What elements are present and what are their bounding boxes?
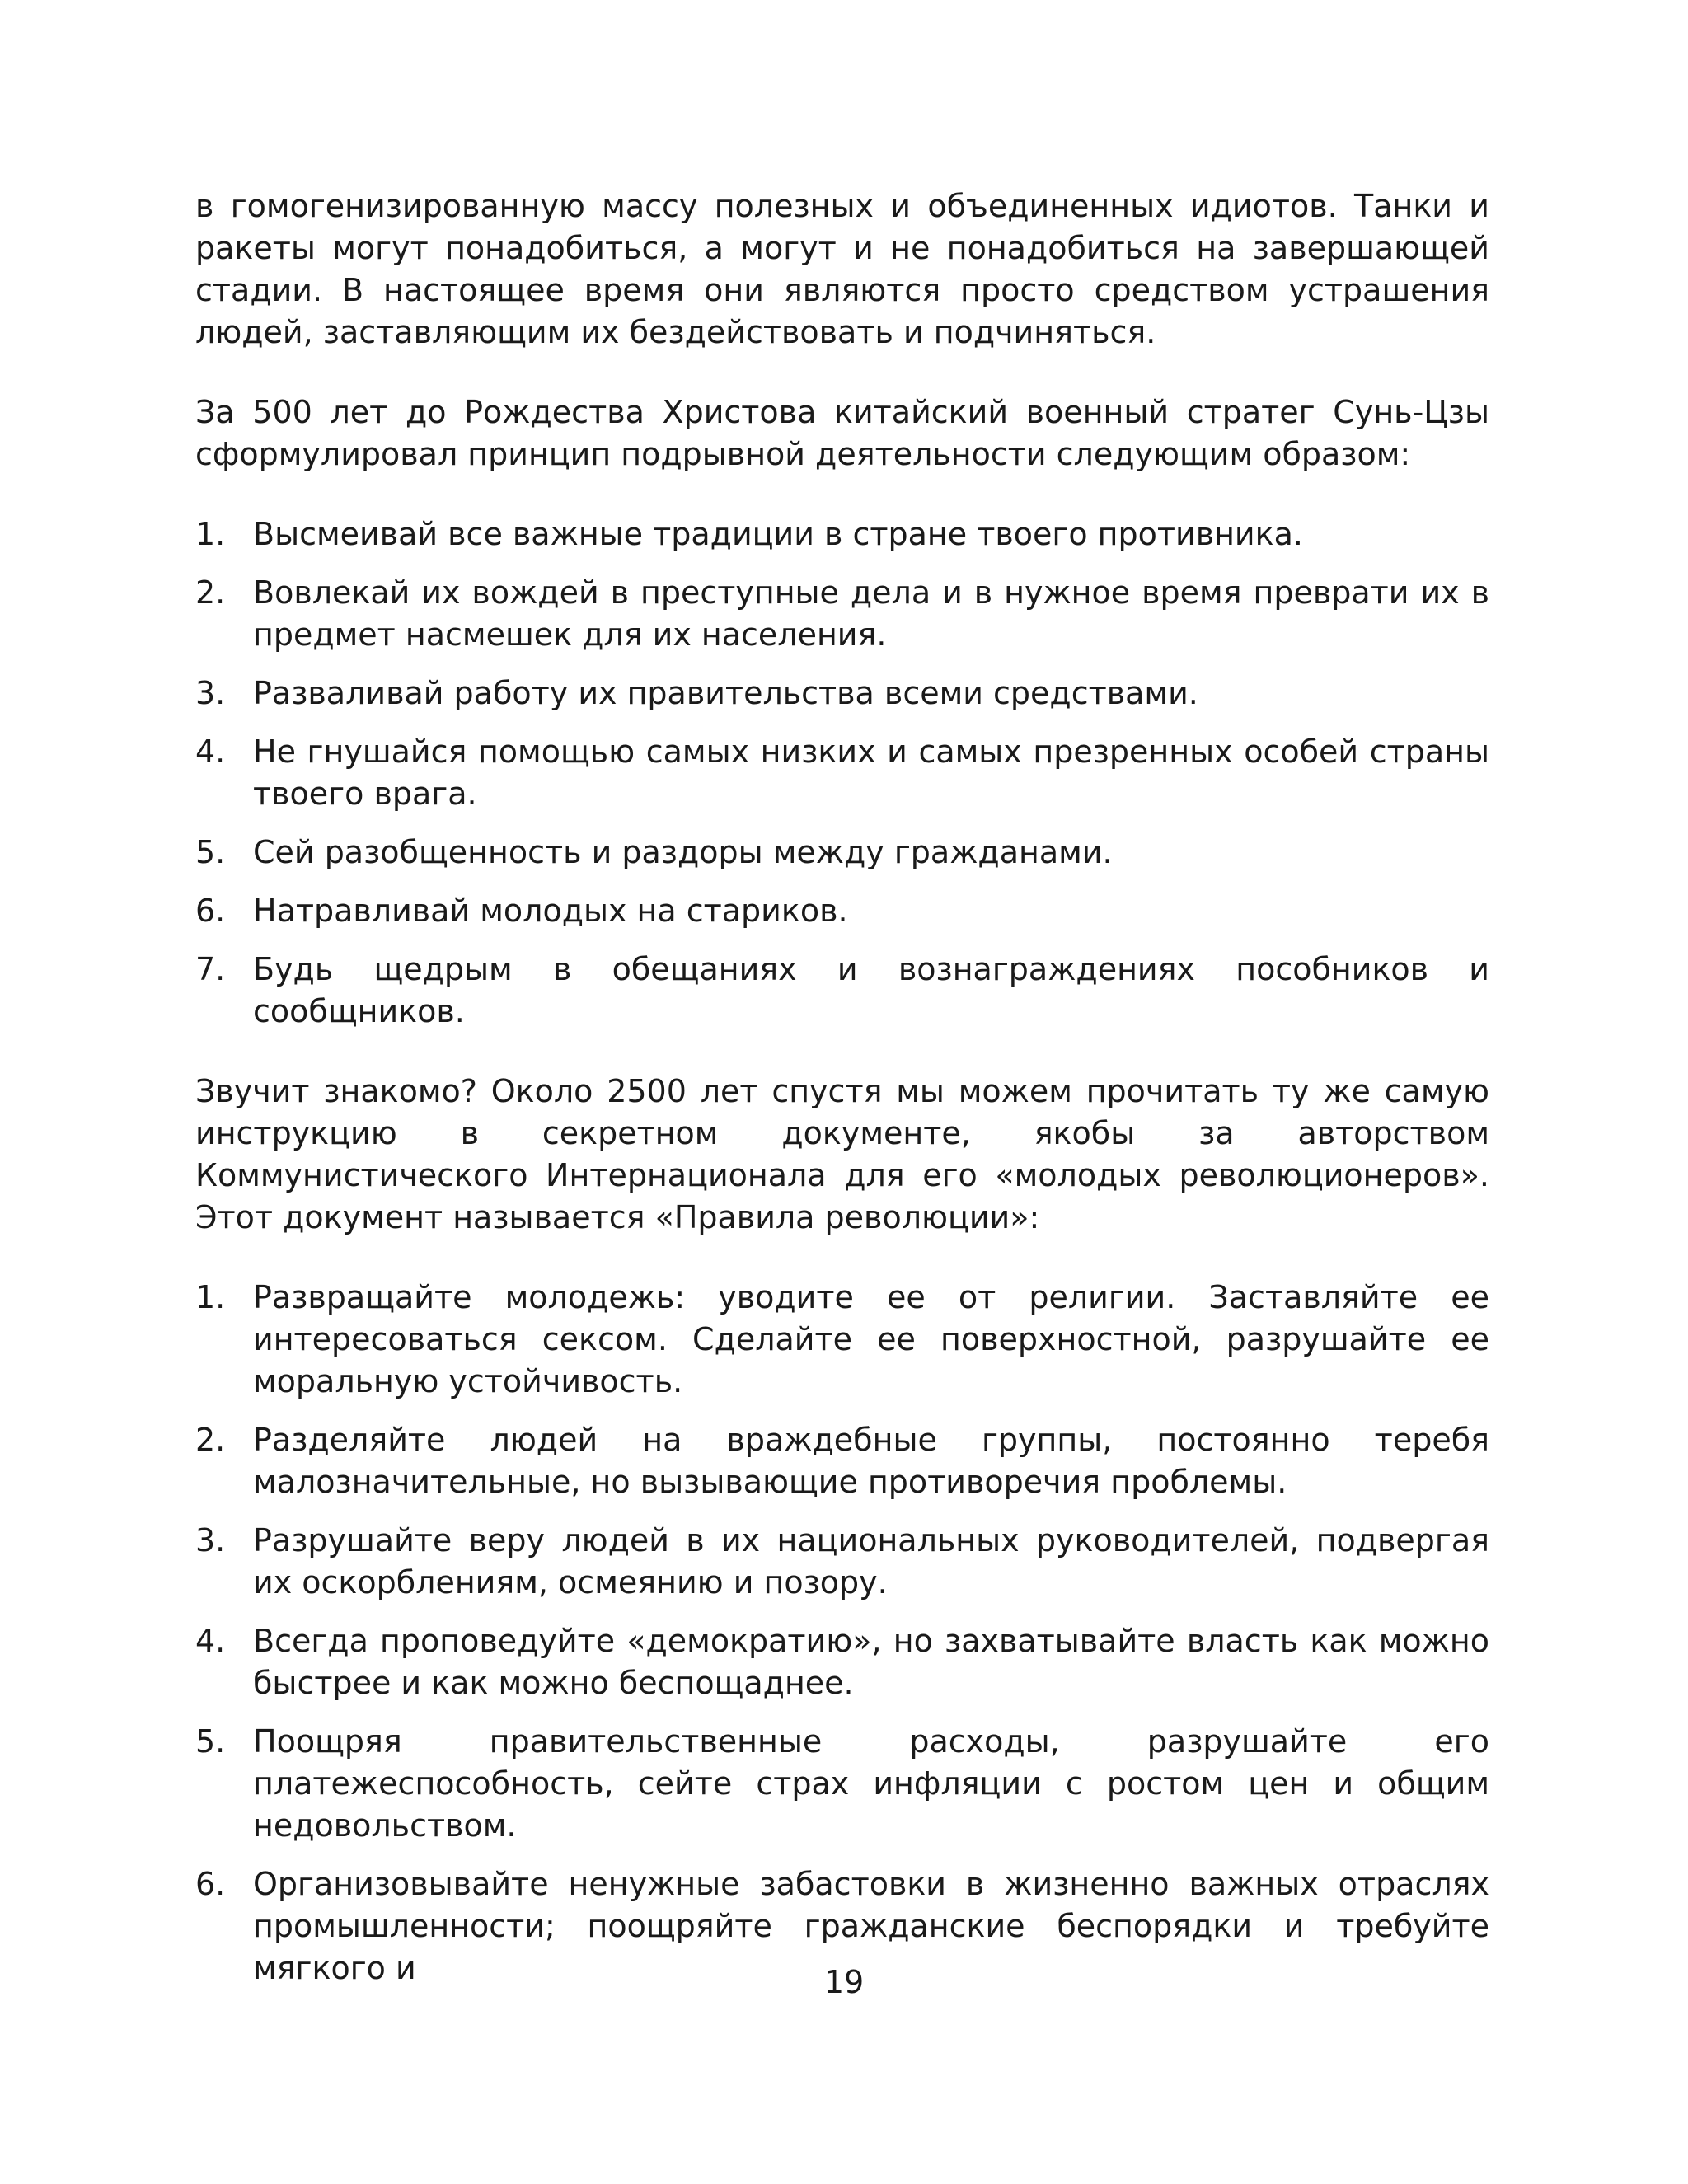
list-item-text: Разделяйте людей на враждебные группы, постоянно теребя малозначительные, но вызывающие противоречия проблемы.: [253, 1422, 1489, 1500]
list-item-text: Высмеивай все важные традиции в стране твоего противника.: [253, 516, 1303, 552]
list-item-text: Сей разобщенность и раздоры между гражданами.: [253, 834, 1113, 870]
list-item: [195, 832, 1489, 874]
list-item-number: 4.: [195, 733, 226, 770]
list-item: [195, 513, 1489, 555]
list-item-number: 3.: [195, 675, 226, 711]
paragraph-comintern: Звучит знакомо? Около 2500 лет спустя мы можем прочитать ту же самую инструкцию в секретном документе, якобы за авторством Коммунистического Интернационала для его «молодых революционеров». Этот документ называется «Правила революции»:: [195, 1073, 1489, 1235]
list-item-number: 1.: [195, 516, 226, 552]
list-item: [195, 1620, 1489, 1704]
list-item-number: 2.: [195, 1422, 226, 1458]
list-item-text: Не гнушайся помощью самых низких и самых презренных особей страны твоего врага.: [253, 733, 1489, 812]
list-item-text: Разваливай работу их правительства всеми средствами.: [253, 675, 1198, 711]
list-item-number: 7.: [195, 951, 226, 987]
list-item-number: 5.: [195, 1723, 226, 1760]
spacer: [195, 1033, 1489, 1071]
list-item: [195, 1520, 1489, 1604]
list-item: [195, 731, 1489, 815]
list-item-text: Разрушайте веру людей в их национальных руководителей, подвергая их оскорблениям, осмеянию и позору.: [253, 1522, 1489, 1601]
list-item-text: Всегда проповедуйте «демократию», но захватывайте власть как можно быстрее и как можно беспощаднее.: [253, 1623, 1489, 1701]
page-content: [195, 185, 1489, 1990]
list-item-number: 4.: [195, 1623, 226, 1659]
list-item-number: 5.: [195, 834, 226, 870]
list-item: [195, 572, 1489, 656]
paragraph-sun-tzu: За 500 лет до Рождества Христова китайский военный стратег Сунь-Цзы сформулировал принцип подрывной деятельности следующим образом:: [195, 394, 1489, 472]
list-item-text: Поощряя правительственные расходы, разрушайте его платежеспособность, сейте страх инфляции с ростом цен и общим недовольством.: [253, 1723, 1489, 1844]
list-item: [195, 673, 1489, 715]
list-item: [195, 1721, 1489, 1847]
list-item-number: 2.: [195, 574, 226, 611]
spacer: [195, 476, 1489, 513]
list-item: [195, 890, 1489, 932]
rules-of-revolution-list: [195, 1277, 1489, 1990]
list-item-text: Натравливай молодых на стариков.: [253, 893, 848, 929]
list-item-number: 3.: [195, 1522, 226, 1558]
spacer: [195, 354, 1489, 391]
list-item-text: Будь щедрым в обещаниях и вознаграждениях пособников и сообщников.: [253, 951, 1489, 1029]
page-number: 19: [823, 1964, 865, 2000]
list-item: [195, 1277, 1489, 1403]
list-item: [195, 949, 1489, 1033]
list-item-number: 6.: [195, 893, 226, 929]
list-item-number: 1.: [195, 1279, 226, 1315]
paragraph-intro: в гомогенизированную массу полезных и объединенных идиотов. Танки и ракеты могут понадобиться, а могут и не понадобиться на завершающей стадии. В настоящее время они являются просто средством устрашения людей, заставляющим их бездействовать и подчиняться.: [195, 188, 1489, 350]
list-item-text: Вовлекай их вождей в преступные дела и в нужное время преврати их в предмет насмешек для их населения.: [253, 574, 1489, 653]
list-item-number: 6.: [195, 1866, 226, 1902]
list-item-text: Организовывайте ненужные забастовки в жизненно важных отраслях промышленности; поощряйте гражданские беспорядки и требуйте мягкого и: [253, 1866, 1489, 1986]
spacer: [195, 1239, 1489, 1277]
list-item: [195, 1419, 1489, 1503]
list-item-text: Развращайте молодежь: уводите ее от религии. Заставляйте ее интересоваться сексом. Сделайте ее поверхностной, разрушайте ее моральную устойчивость.: [253, 1279, 1489, 1399]
sun-tzu-principles-list: [195, 513, 1489, 1033]
